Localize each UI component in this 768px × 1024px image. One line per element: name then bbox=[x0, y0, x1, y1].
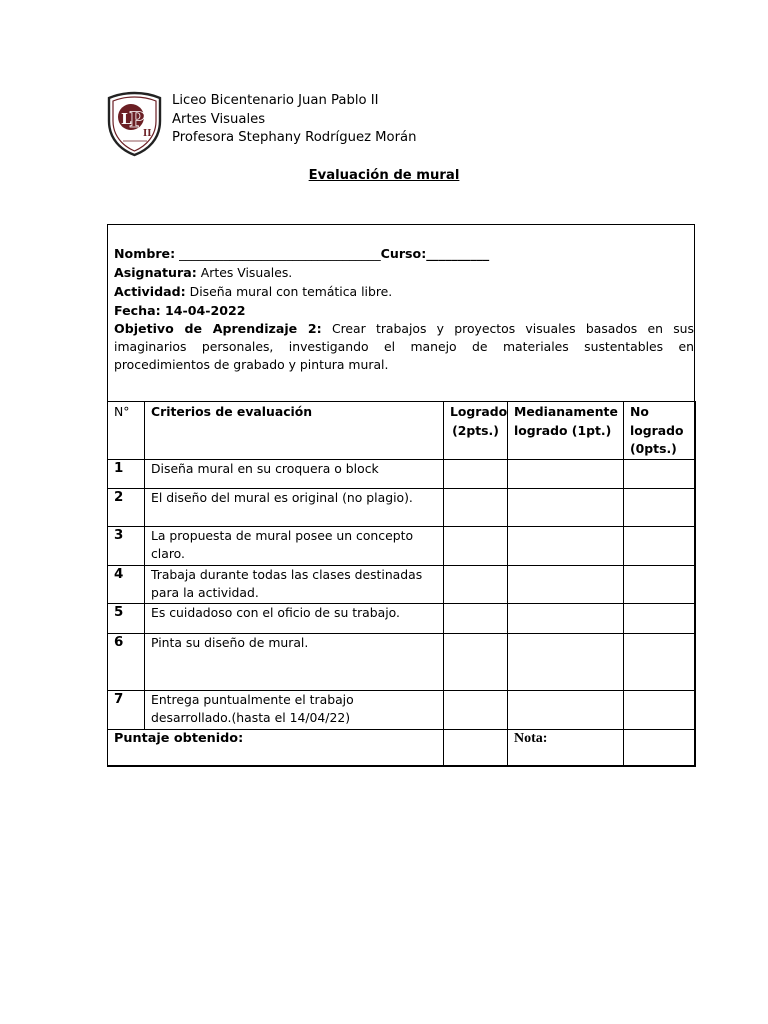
nota-label: Nota: bbox=[508, 729, 624, 766]
row-criterio: La propuesta de mural posee un concepto claro. bbox=[145, 526, 444, 565]
score-logrado-cell[interactable] bbox=[444, 633, 508, 690]
svg-text:P: P bbox=[129, 107, 145, 132]
fecha-row bbox=[114, 301, 695, 320]
curso-label: Curso: bbox=[380, 246, 427, 261]
score-no-logrado-cell[interactable] bbox=[624, 459, 696, 488]
score-logrado-cell[interactable] bbox=[444, 526, 508, 565]
table-header-row bbox=[108, 402, 696, 460]
table-row bbox=[108, 526, 696, 565]
actividad-label: Actividad: bbox=[114, 284, 186, 299]
nombre-field[interactable]: ________________________________ bbox=[179, 246, 381, 261]
curso-field[interactable]: __________ bbox=[426, 246, 490, 261]
document-title: Evaluación de mural bbox=[308, 168, 460, 183]
score-medianamente-cell[interactable] bbox=[508, 526, 624, 565]
row-num: 1 bbox=[108, 459, 145, 488]
score-medianamente-cell[interactable] bbox=[508, 690, 624, 729]
puntaje-value-cell[interactable] bbox=[444, 729, 508, 766]
teacher-name: Profesora Stephany Rodríguez Morán bbox=[172, 130, 417, 145]
criteria-table bbox=[107, 401, 696, 767]
score-no-logrado-cell[interactable] bbox=[624, 603, 696, 633]
row-criterio: Trabaja durante todas las clases destinadas para la actividad. bbox=[145, 565, 444, 603]
score-medianamente-cell[interactable] bbox=[508, 603, 624, 633]
header-no-logrado: No logrado (0pts.) bbox=[624, 402, 696, 460]
svg-text:II: II bbox=[143, 129, 152, 139]
row-num: 4 bbox=[108, 565, 145, 603]
score-no-logrado-cell[interactable] bbox=[624, 565, 696, 603]
row-num: 5 bbox=[108, 603, 145, 633]
row-num: 3 bbox=[108, 526, 145, 565]
actividad-row bbox=[114, 282, 695, 301]
table-row bbox=[108, 690, 696, 729]
score-medianamente-cell[interactable] bbox=[508, 633, 624, 690]
objetivo-label: Objetivo de Aprendizaje 2: bbox=[114, 321, 322, 336]
table-row bbox=[108, 488, 696, 526]
nota-value-cell[interactable] bbox=[624, 729, 696, 766]
subject-name: Artes Visuales bbox=[172, 111, 266, 127]
score-no-logrado-cell[interactable] bbox=[624, 690, 696, 729]
header-logrado: Logrado (2pts.) bbox=[444, 402, 508, 460]
row-criterio: Es cuidadoso con el oficio de su trabajo. bbox=[145, 603, 444, 633]
score-logrado-cell[interactable] bbox=[444, 459, 508, 488]
score-logrado-cell[interactable] bbox=[444, 488, 508, 526]
nombre-row bbox=[114, 244, 695, 263]
score-no-logrado-cell[interactable] bbox=[624, 633, 696, 690]
objetivo-value: Crear trabajos y proyectos visuales basados en sus imaginarios personales, investigando el manejo de materiales sustentables en procedimientos de grabado y pintura mural. bbox=[114, 321, 694, 372]
score-logrado-cell[interactable] bbox=[444, 690, 508, 729]
score-no-logrado-cell[interactable] bbox=[624, 526, 696, 565]
row-num: 2 bbox=[108, 488, 145, 526]
score-medianamente-cell[interactable] bbox=[508, 488, 624, 526]
table-row bbox=[108, 603, 696, 633]
table-row bbox=[108, 459, 696, 488]
row-criterio: Diseña mural en su croquera o block bbox=[145, 459, 444, 488]
objetivo-paragraph bbox=[114, 320, 694, 374]
nombre-label: Nombre: bbox=[114, 246, 176, 261]
school-name: Liceo Bicentenario Juan Pablo II bbox=[172, 93, 379, 108]
asignatura-label: Asignatura: bbox=[114, 265, 197, 280]
svg-text:L: L bbox=[121, 110, 132, 128]
asignatura-value: Artes Visuales. bbox=[200, 265, 293, 280]
score-no-logrado-cell[interactable] bbox=[624, 488, 696, 526]
fecha-label: Fecha: 14-04-2022 bbox=[114, 303, 246, 318]
header-num: N° bbox=[108, 402, 145, 460]
score-logrado-cell[interactable] bbox=[444, 603, 508, 633]
student-info bbox=[114, 244, 695, 374]
score-medianamente-cell[interactable] bbox=[508, 459, 624, 488]
row-num: 6 bbox=[108, 633, 145, 690]
header-criterio: Criterios de evaluación bbox=[145, 402, 444, 460]
puntaje-label: Puntaje obtenido: bbox=[108, 729, 444, 766]
row-num: 7 bbox=[108, 690, 145, 729]
asignatura-row bbox=[114, 263, 695, 282]
header-medianamente: Medianamente logrado (1pt.) bbox=[508, 402, 624, 460]
table-row bbox=[108, 633, 696, 690]
score-logrado-cell[interactable] bbox=[444, 565, 508, 603]
actividad-value: Diseña mural con temática libre. bbox=[189, 284, 393, 299]
school-logo bbox=[107, 91, 162, 157]
table-row bbox=[108, 565, 696, 603]
row-criterio: Pinta su diseño de mural. bbox=[145, 633, 444, 690]
row-criterio: Entrega puntualmente el trabajo desarrollado.(hasta el 14/04/22) bbox=[145, 690, 444, 729]
row-criterio: El diseño del mural es original (no plagio). bbox=[145, 488, 444, 526]
table-footer-row bbox=[108, 729, 696, 766]
school-header bbox=[172, 92, 417, 148]
score-medianamente-cell[interactable] bbox=[508, 565, 624, 603]
